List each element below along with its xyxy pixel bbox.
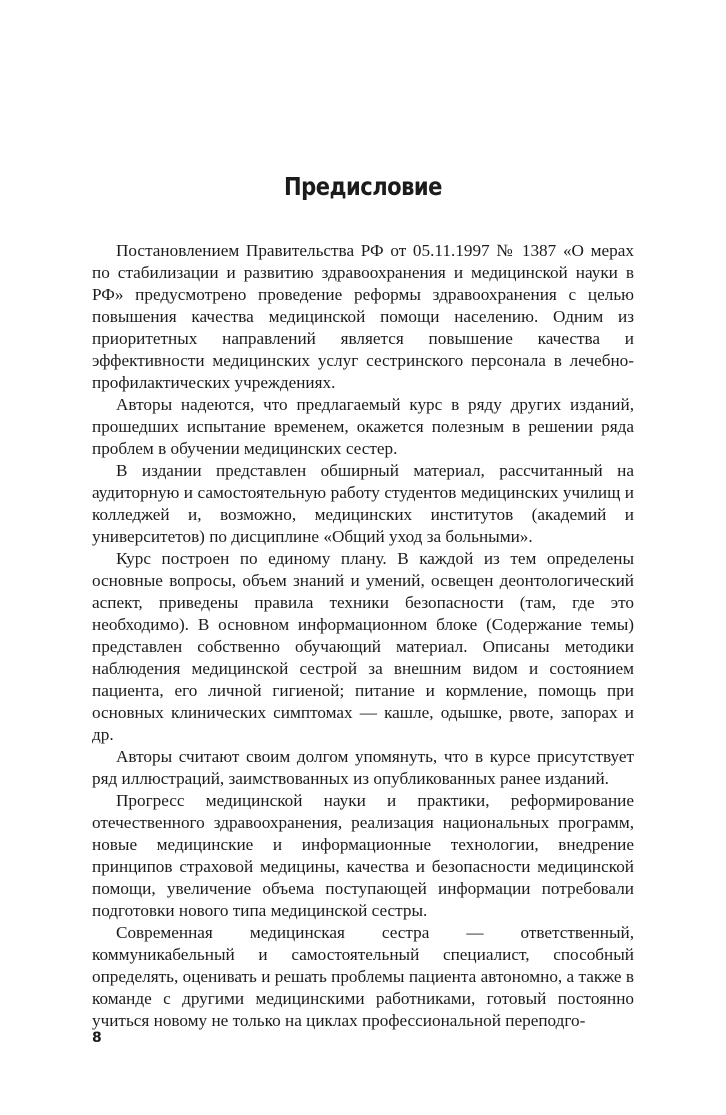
preface-body [92,240,634,1032]
page-title: Предисловие [284,172,442,201]
paragraph: В издании представлен обширный материал, рассчитанный на аудиторную и самостоятельную работу студентов медицинских училищ и колледжей и, возможно, медицинских институтов (академий и университетов) по дисциплине «Общий уход за больными». [92,461,634,546]
page-number: 8 [92,1030,102,1046]
paragraph: Постановлением Правительства РФ от 05.11.1997 № 1387 «О мерах по стабилизации и развитию здравоохранения и медицинской науки в РФ» предусмотрено проведение реформы здравоохранения с целью повышения качества медицинской помощи населению. Одним из приоритетных направлений является повышение качества и эффективности медицинских услуг сестринского персонала в лечебно-профилактических учреждениях. [92,241,634,392]
paragraph: Прогресс медицинской науки и практики, реформирование отечественного здравоохранения, реализация национальных программ, новые медицинские и информационные технологии, внедрение принципов страховой медицины, качества и безопасности медицинской помощи, увеличение объема поступающей информации потребовали подготовки нового типа медицинской сестры. [92,791,634,920]
paragraph: Современная медицинская сестра — ответственный, коммуникабельный и самостоятельный специалист, способный определять, оценивать и решать проблемы пациента автономно, а также в команде с другими медицинскими работниками, готовый постоянно учиться новому не только на циклах профессиональной переподго- [92,923,634,1030]
paragraph: Курс построен по единому плану. В каждой из тем определены основные вопросы, объем знаний и умений, освещен деонтологический аспект, приведены правила техники безопасности (там, где это необходимо). В основном информационном блоке (Содержание темы) представлен собственно обучающий материал. Описаны методики наблюдения медицинской сестрой за внешним видом и состоянием пациента, его личной гигиеной; питание и кормление, помощь при основных клинических симптомах — кашле, одышке, рвоте, запорах и др. [92,549,634,744]
paragraph: Авторы надеются, что предлагаемый курс в ряду других изданий, прошедших испытание временем, окажется полезным в решении ряда проблем в обучении медицинских сестер. [92,395,634,458]
paragraph: Авторы считают своим долгом упомянуть, что в курсе присутствует ряд иллюстраций, заимствованных из опубликованных ранее изданий. [92,747,634,788]
